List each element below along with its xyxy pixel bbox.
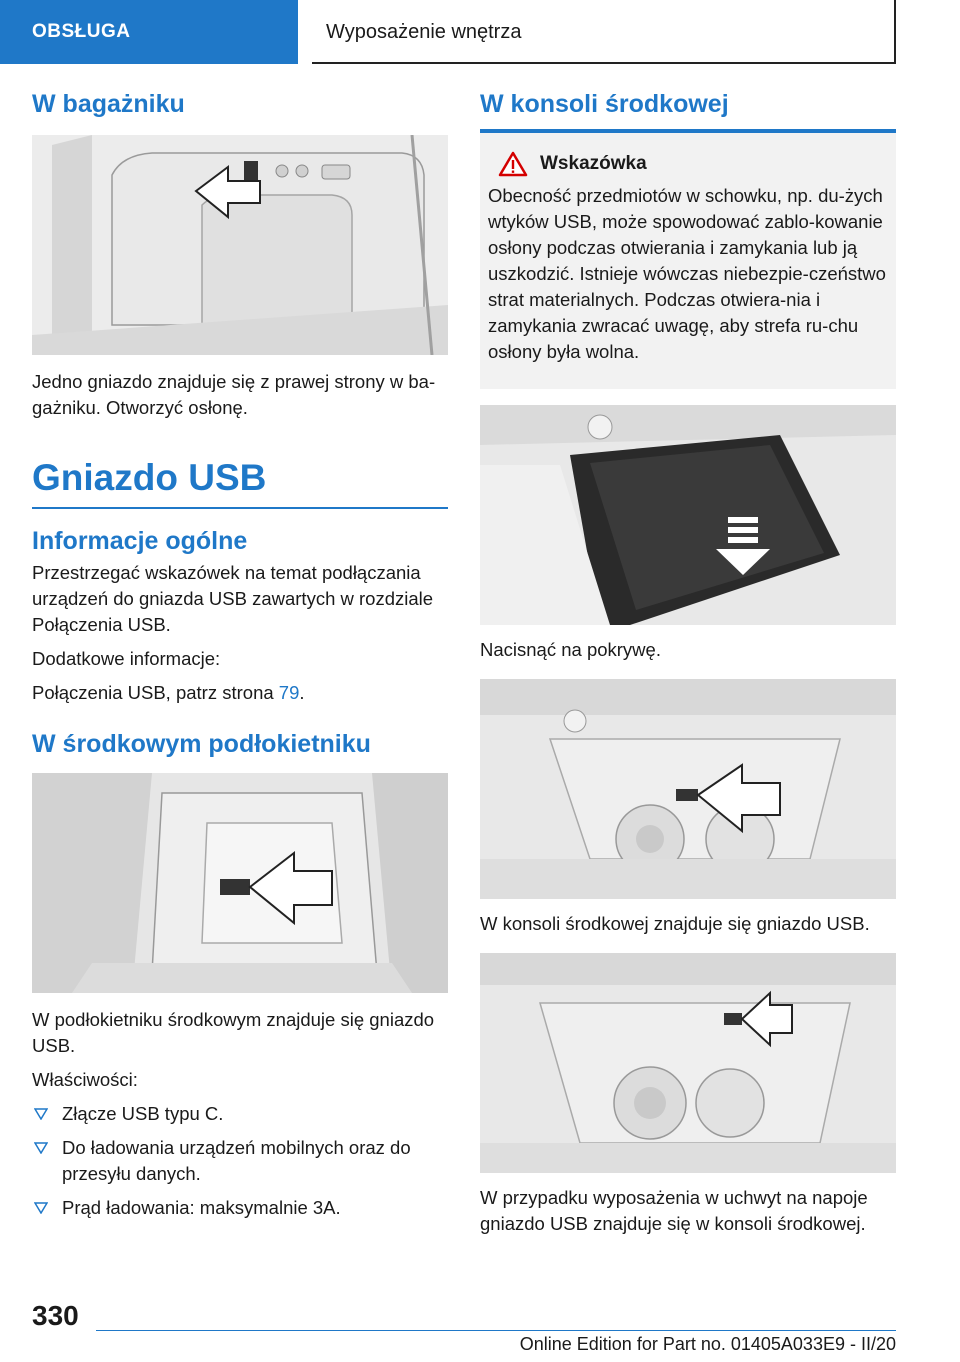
list-item-text: Do ładowania urządzeń mobilnych oraz do przesyłu danych. bbox=[62, 1137, 411, 1184]
page-link-79[interactable]: 79 bbox=[278, 682, 300, 703]
triangle-bullet-icon bbox=[34, 1142, 48, 1154]
cupholder-text: W przypadku wyposażenia w uchwyt na napoje gniazdo USB znajduje się w konsoli środkowej. bbox=[480, 1187, 868, 1234]
list-item bbox=[32, 1195, 448, 1221]
edition-footer: Online Edition for Part no. 01405A033E9 - II/20 bbox=[519, 1334, 896, 1354]
trunk-heading: W bagażniku bbox=[32, 90, 185, 118]
armrest-text: W podłokietniku środkowym znajduje się gniazdo USB. bbox=[32, 1009, 435, 1056]
console-cover-illustration bbox=[480, 405, 896, 625]
section-tab: OBSŁUGA bbox=[0, 0, 298, 64]
triangle-bullet-icon bbox=[34, 1108, 48, 1120]
trunk-illustration bbox=[32, 135, 448, 355]
trunk-text: Jedno gniazdo znajduje się z prawej strony w ba-gażniku. Otworzyć osłonę. bbox=[32, 371, 436, 418]
note-box bbox=[480, 133, 896, 389]
console-heading: W konsoli środkowej bbox=[480, 90, 729, 118]
chapter-title: Wyposażenie wnętrza bbox=[312, 0, 896, 64]
left-column bbox=[32, 90, 448, 1229]
reference-suffix: . bbox=[299, 682, 305, 703]
general-heading: Informacje ogólne bbox=[32, 527, 248, 555]
cover-text: Nacisnąć na pokrywę. bbox=[480, 639, 661, 660]
list-item-text: Prąd ładowania: maksymalnie 3A. bbox=[62, 1197, 341, 1218]
list-item-text: Złącze USB typu C. bbox=[62, 1103, 224, 1124]
note-header bbox=[498, 151, 888, 177]
usb-connections-reference bbox=[32, 680, 448, 706]
note-title: Wskazówka bbox=[540, 153, 647, 174]
footer-rule bbox=[96, 1330, 896, 1331]
page-number: 330 bbox=[32, 1300, 79, 1331]
properties-label: Właściwości: bbox=[32, 1069, 138, 1090]
triangle-bullet-icon bbox=[34, 1202, 48, 1214]
console-usb-text: W konsoli środkowej znajduje się gniazdo USB. bbox=[480, 913, 870, 934]
note-text: Obecność przedmiotów w schowku, np. du-żych wtyków USB, może spowodować zablo-kowanie osłony podczas otwierania i zamykania lub ją uszkodzić. Istnieje wówczas niebezpie-czeństwo strat materialnych. Podczas otwiera-nia i zamykania zwracać uwagę, aby strefa ru-chu osłony była wolna. bbox=[488, 185, 886, 362]
armrest-heading: W środkowym podłokietniku bbox=[32, 730, 371, 758]
cupholder-illustration bbox=[480, 953, 896, 1173]
list-item bbox=[32, 1135, 448, 1187]
reference-text: Połączenia USB, patrz strona bbox=[32, 682, 279, 703]
general-text: Przestrzegać wskazówek na temat podłączania urządzeń do gniazda USB zawartych w rozdziale Połączenia USB. bbox=[32, 562, 434, 635]
console-usb-illustration bbox=[480, 679, 896, 899]
list-item bbox=[32, 1101, 448, 1127]
properties-list bbox=[32, 1101, 448, 1221]
warning-triangle-icon bbox=[498, 151, 528, 177]
right-column bbox=[480, 90, 896, 1245]
usb-heading: Gniazdo USB bbox=[32, 457, 448, 509]
armrest-illustration bbox=[32, 773, 448, 993]
more-info-label: Dodatkowe informacje: bbox=[32, 648, 221, 669]
